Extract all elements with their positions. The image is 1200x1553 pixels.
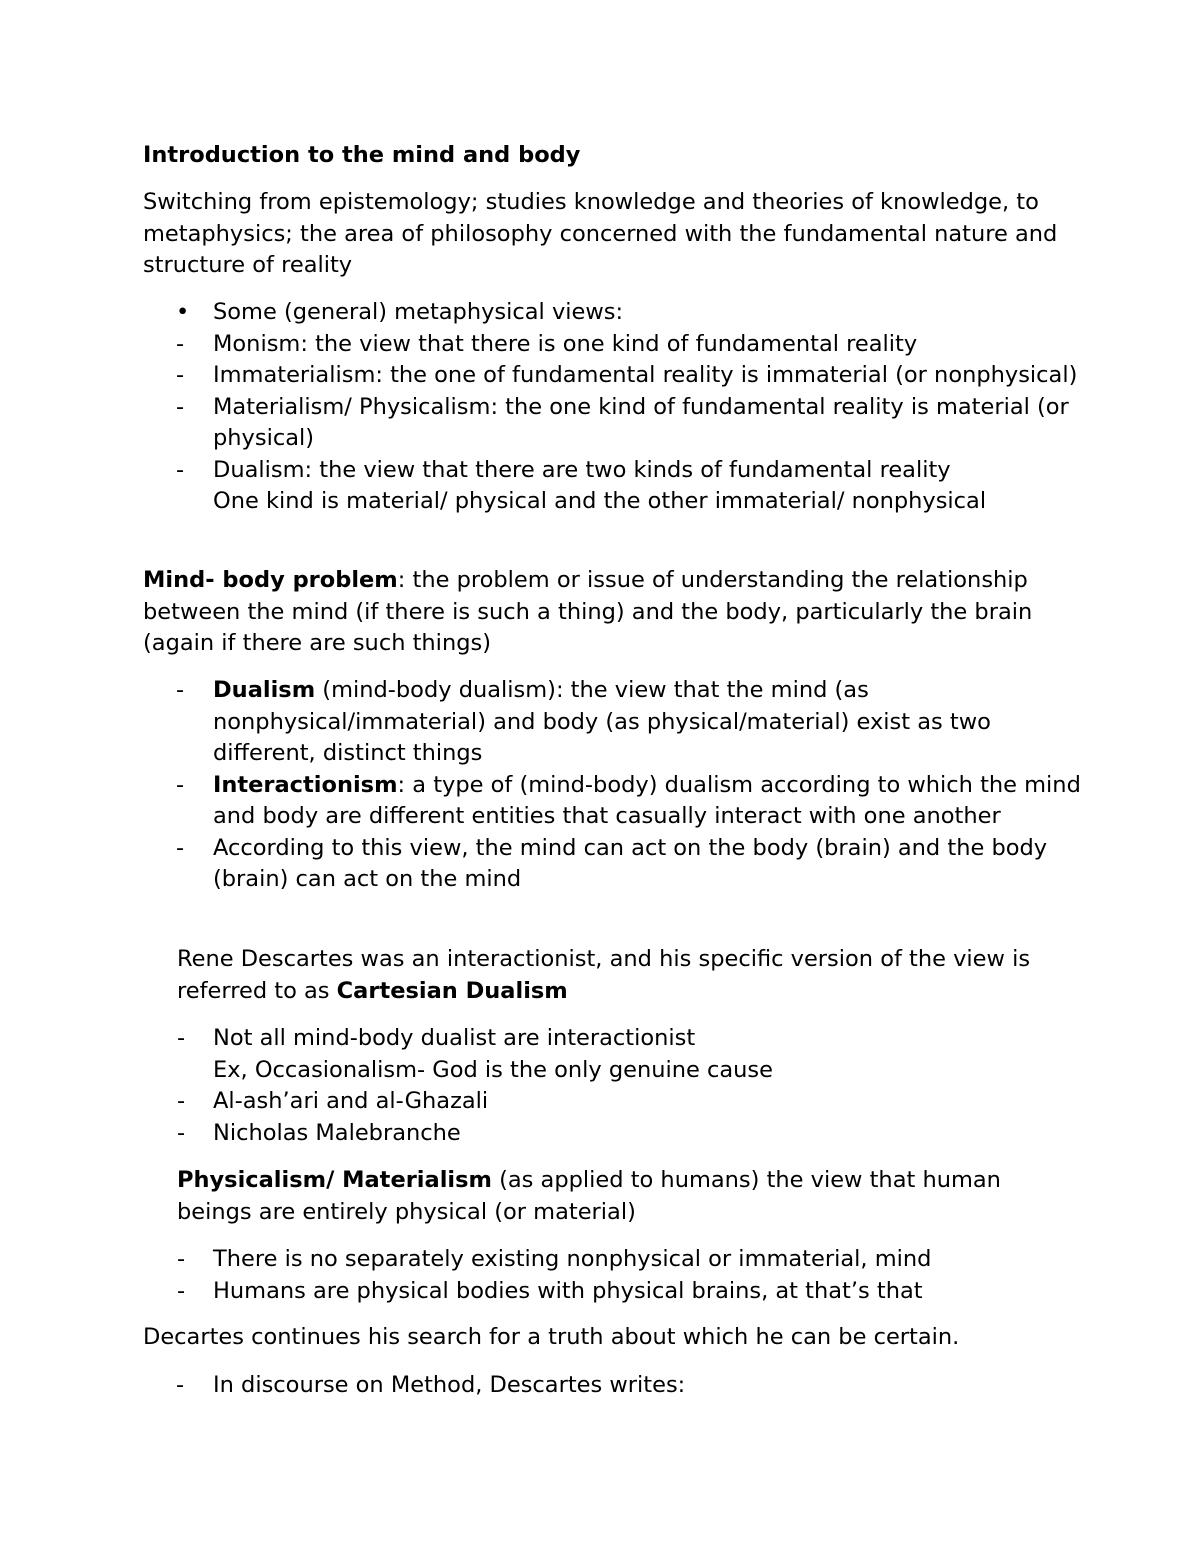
dash-icon: - [176, 1372, 185, 1398]
descartes-paragraph [177, 944, 1077, 1007]
list-item-text: Immaterialism: the one of fundamental reality is immaterial (or nonphysical) [213, 362, 1078, 388]
dualist-list [177, 1023, 1077, 1149]
dash-icon: - [177, 1088, 186, 1114]
list-continuation: Ex, Occasionalism- God is the only genuine cause [213, 1056, 773, 1083]
list-item [177, 1276, 1077, 1308]
discourse-list [143, 1370, 1083, 1402]
term-interactionism: Interactionism [213, 771, 398, 798]
term-mind-body-problem: Mind- body problem [143, 567, 398, 593]
dash-icon: - [176, 456, 185, 483]
list-item [143, 297, 1083, 329]
list-item [177, 1023, 1077, 1055]
list-item-text: In discourse on Method, Descartes writes: [213, 1372, 686, 1398]
dash-icon: - [177, 1277, 186, 1304]
dash-icon: - [176, 362, 185, 388]
dualism-list [143, 675, 1083, 896]
list-item-text: Humans are physical bodies with physical brains, at that’s that [213, 1277, 923, 1304]
list-item-text: Not all mind-body dualist are interactionist [213, 1025, 696, 1051]
term-physicalism-materialism: Physicalism/ Materialism [177, 1167, 492, 1193]
search-paragraph: Decartes continues his search for a truth about which he can be certain. [143, 1324, 960, 1350]
list-continuation: One kind is material/ physical and the other immaterial/ nonphysical [213, 488, 987, 514]
dash-icon: - [176, 677, 185, 703]
paragraph-text: (as applied to humans) the view that human beings are entirely physical (or material) [177, 1167, 1001, 1225]
list-item-text: Al-ash’ari and al-Ghazali [213, 1088, 489, 1114]
list-item-text: There is no separately existing nonphysical or immaterial, mind [213, 1246, 932, 1272]
list-item-text: (mind-body dualism): the view that the mind (as nonphysical/immaterial) and body (as physical/material) exist as two different, distinct things [213, 677, 991, 766]
list-item-text: Monism: the view that there is one kind of fundamental reality [213, 330, 918, 357]
dash-icon: - [176, 393, 185, 420]
list-item [177, 1244, 1077, 1276]
dash-icon: - [177, 1119, 186, 1146]
list-item [143, 833, 1083, 896]
list-item-text: Dualism: the view that there are two kinds of fundamental reality [213, 456, 951, 483]
list-item-text: Materialism/ Physicalism: the one kind of fundamental reality is material (or physical) [213, 393, 1069, 451]
dash-icon: - [176, 330, 185, 357]
physicalism-paragraph [177, 1165, 1077, 1228]
list-item [143, 455, 1083, 487]
list-item [177, 1086, 1077, 1118]
list-item [143, 329, 1083, 361]
paragraph-text: Rene Descartes was an interactionist, and his specific version of the view is referred to as [177, 946, 1031, 1004]
list-item-text: Nicholas Malebranche [213, 1119, 461, 1146]
dash-icon: - [177, 1025, 186, 1051]
list-item-text: According to this view, the mind can act on the body (brain) and the body (brain) can act on the mind [213, 834, 1048, 892]
metaphysical-views-list [143, 297, 1083, 518]
paragraph-text: : the problem or issue of understanding the relationship between the mind (if there is such a thing) and the body, particularly the brain (again if there are such things) [143, 567, 1033, 656]
list-item [177, 1118, 1077, 1150]
dash-icon: - [176, 834, 185, 861]
list-item [143, 1370, 1083, 1402]
dash-icon: - [176, 771, 185, 798]
intro-paragraph: Switching from epistemology; studies knowledge and theories of knowledge, to metaphysics; the area of philosophy concerned with the fundamental nature and structure of reality [143, 189, 1058, 278]
list-item [143, 392, 1083, 455]
page-title: Introduction to the mind and body [143, 142, 581, 168]
physicalism-list [177, 1244, 1077, 1307]
list-item-text: : a type of (mind-body) dualism according to which the mind and body are different entities that casually interact with one another [213, 771, 1081, 829]
mind-body-paragraph [143, 565, 1083, 660]
term-dualism: Dualism [213, 677, 316, 703]
list-item [143, 770, 1083, 833]
list-item [143, 675, 1083, 770]
term-cartesian-dualism: Cartesian Dualism [336, 977, 568, 1004]
list-item-text: Some (general) metaphysical views: [213, 299, 624, 325]
dash-icon: - [177, 1246, 186, 1272]
bullet-icon: • [176, 299, 190, 325]
list-item [143, 360, 1083, 392]
